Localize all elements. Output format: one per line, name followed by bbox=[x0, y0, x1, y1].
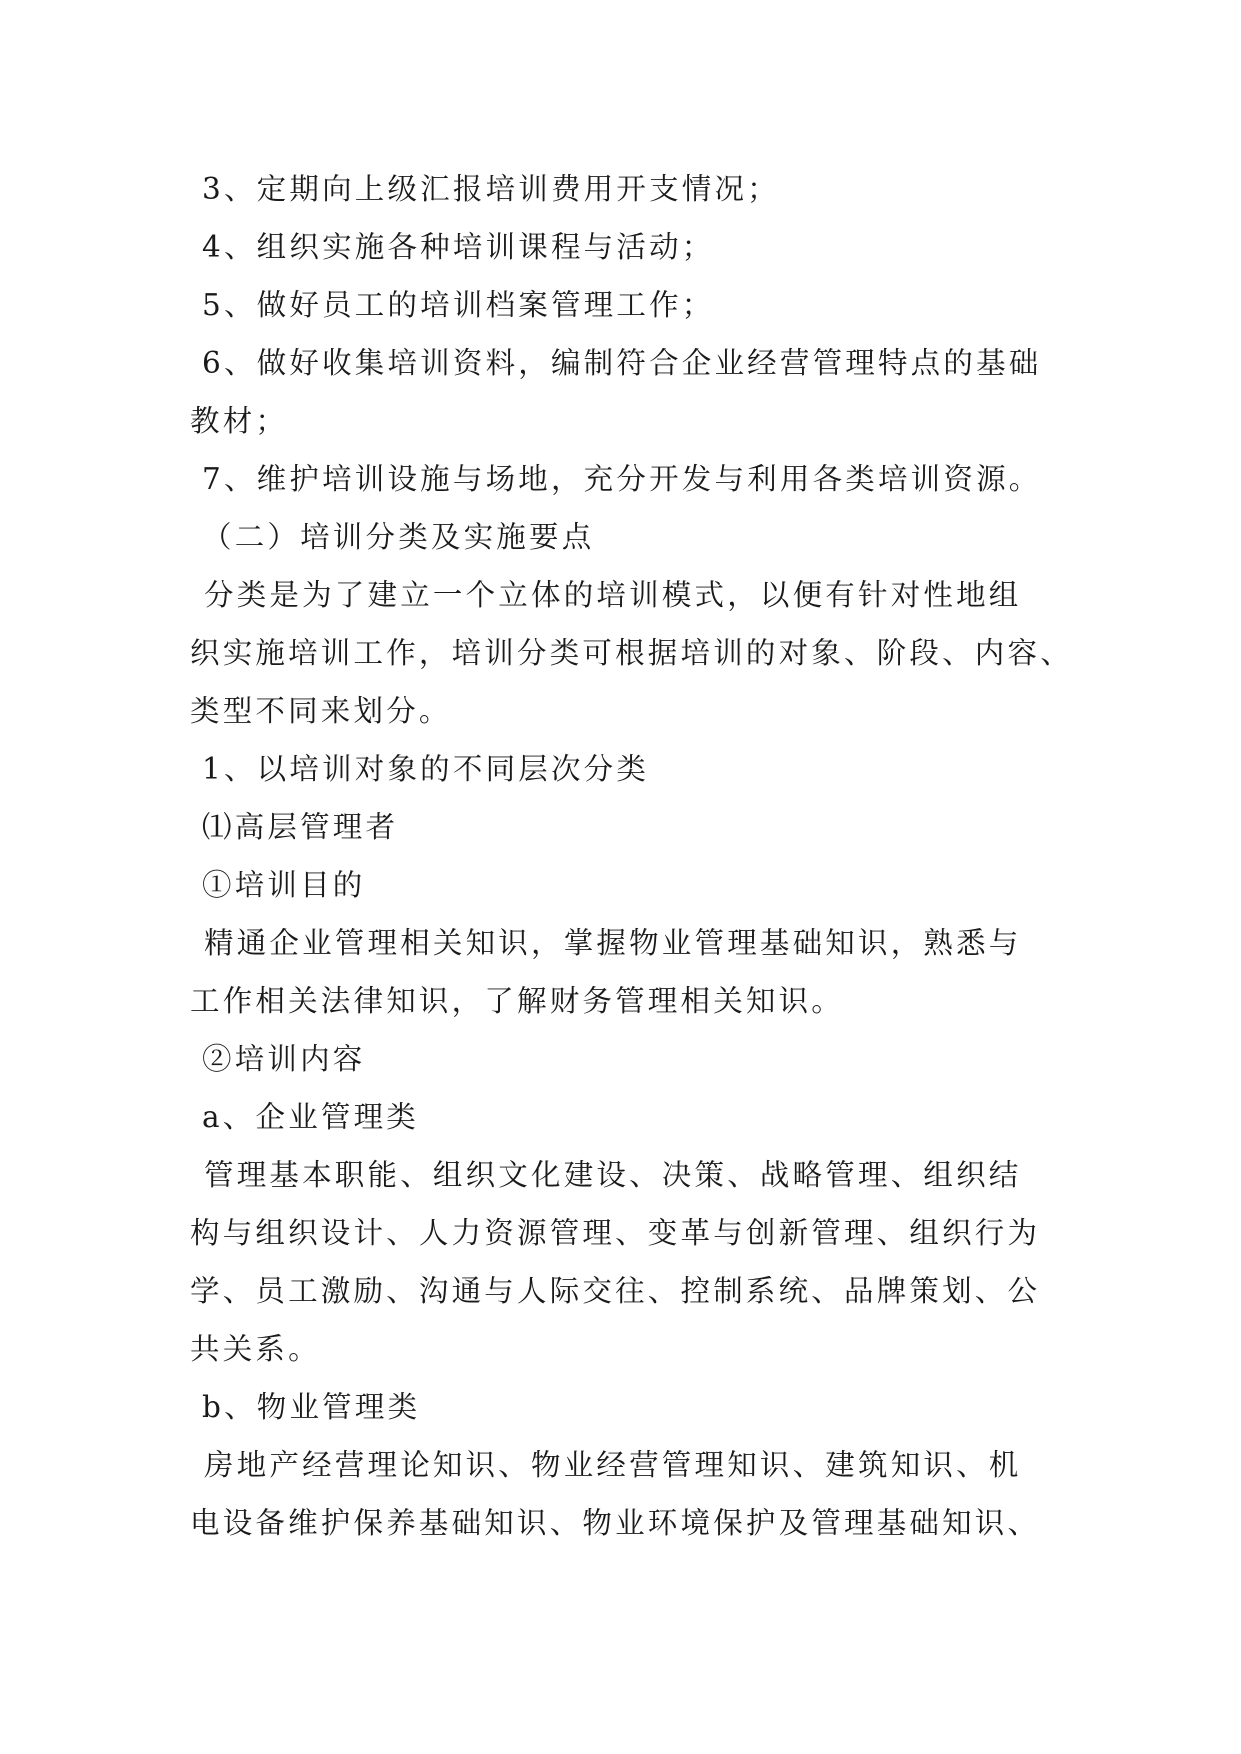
paragraph-line: 管理基本职能、组织文化建设、决策、战略管理、组织结 bbox=[204, 1158, 1022, 1192]
subheading: ①培训目的 bbox=[202, 868, 366, 902]
list-item-5: 5、做好员工的培训档案管理工作； bbox=[202, 288, 715, 322]
paragraph-line: 工作相关法律知识，了解财务管理相关知识。 bbox=[190, 984, 845, 1018]
subheading: ②培训内容 bbox=[202, 1042, 366, 1076]
list-item-3: 3、定期向上级汇报培训费用开支情况； bbox=[202, 172, 780, 206]
list-item-4: 4、组织实施各种培训课程与活动； bbox=[202, 230, 715, 264]
paragraph-line: 共关系。 bbox=[190, 1332, 321, 1366]
list-item-6-continued: 教材； bbox=[190, 404, 289, 438]
paragraph-line: 构与组织设计、人力资源管理、变革与创新管理、组织行为 bbox=[190, 1216, 1041, 1250]
subheading: b、物业管理类 bbox=[202, 1390, 421, 1424]
paragraph-line: 学、员工激励、沟通与人际交往、控制系统、品牌策划、公 bbox=[190, 1274, 1041, 1308]
section-heading: （二）培训分类及实施要点 bbox=[202, 520, 595, 554]
subheading: a、企业管理类 bbox=[202, 1100, 419, 1134]
subheading: 1、以培训对象的不同层次分类 bbox=[202, 752, 650, 786]
paragraph-line: 电设备维护保养基础知识、物业环境保护及管理基础知识、 bbox=[190, 1506, 1041, 1540]
paragraph-line: 织实施培训工作，培训分类可根据培训的对象、阶段、内容、 bbox=[190, 636, 1073, 670]
list-item-7: 7、维护培训设施与场地，充分开发与利用各类培训资源。 bbox=[202, 462, 1042, 496]
paragraph-line: 分类是为了建立一个立体的培训模式，以便有针对性地组 bbox=[204, 578, 1022, 612]
document-body bbox=[190, 160, 1073, 1552]
list-item-6: 6、做好收集培训资料，编制符合企业经营管理特点的基础 bbox=[202, 346, 1042, 380]
subheading: ⑴高层管理者 bbox=[202, 810, 399, 844]
paragraph-line: 房地产经营理论知识、物业经营管理知识、建筑知识、机 bbox=[204, 1448, 1022, 1482]
paragraph-line: 精通企业管理相关知识，掌握物业管理基础知识，熟悉与 bbox=[204, 926, 1022, 960]
paragraph-line: 类型不同来划分。 bbox=[190, 694, 452, 728]
